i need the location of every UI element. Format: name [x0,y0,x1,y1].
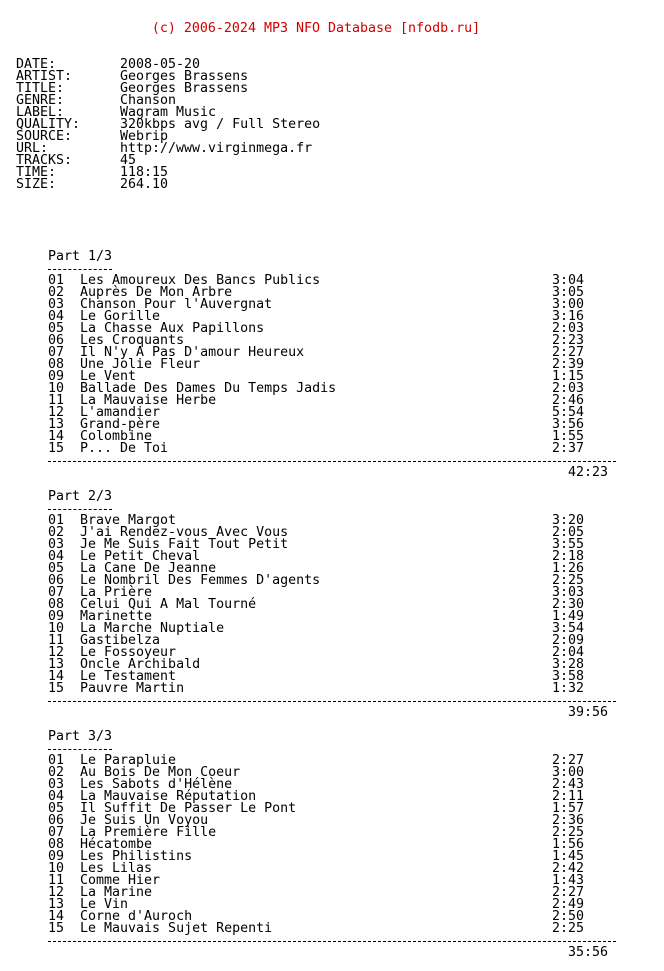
info-key: DATE: [16,57,57,72]
track-duration: 2:23 [551,333,584,348]
track-duration: 2:11 [551,789,584,804]
track-title: Brave Margot [80,513,177,528]
track-title: Une Jolie Fleur [80,357,201,372]
track-number: 09 [48,849,65,864]
tracklist [16,251,648,959]
track-duration: 2:18 [551,549,584,564]
track-number: 12 [48,645,65,660]
track-number: 08 [48,357,65,372]
track-number: 12 [48,885,65,900]
track-title: Le Petit Cheval [80,549,201,564]
track-number: 09 [48,369,65,384]
track-number: 10 [48,861,65,876]
part-title-underline [48,743,112,755]
track-duration: 2:46 [551,393,584,408]
track-title: Chanson Pour l'Auvergnat [80,297,273,312]
track-number: 05 [48,801,65,816]
info-key: LABEL: [16,105,65,120]
track-number: 02 [48,765,65,780]
track-title: Le Testament [80,669,177,684]
track-number: 10 [48,621,65,636]
part-total-time: 35:56 [567,945,608,960]
track-duration: 1:56 [551,837,584,852]
track-title: Le Vin [80,897,129,912]
info-value: Chanson [120,93,177,108]
track-number: 04 [48,309,65,324]
part-title [16,251,648,263]
track-title: Le Nombril Des Femmes D'agents [80,573,321,588]
track-number: 15 [48,921,65,936]
track-row [16,443,648,455]
track-number: 06 [48,573,65,588]
track-row [16,887,648,899]
track-duration: 1:32 [551,681,584,696]
info-row [16,59,648,71]
track-title: Grand-père [80,417,161,432]
track-duration: 2:04 [551,645,584,660]
track-duration: 3:05 [551,285,584,300]
part-title [16,491,648,503]
info-row [16,143,648,155]
track-duration: 2:25 [551,573,584,588]
track-title: Les Amoureux Des Bancs Publics [80,273,321,288]
track-number: 11 [48,633,65,648]
track-number: 01 [48,273,65,288]
track-duration: 2:37 [551,441,584,456]
track-duration: 3:54 [551,621,584,636]
track-title: La Mauvaise Réputation [80,789,257,804]
track-number: 14 [48,909,65,924]
track-number: 04 [48,549,65,564]
track-number: 08 [48,597,65,612]
track-duration: 1:45 [551,849,584,864]
info-value: 118:15 [120,165,169,180]
track-row [16,899,648,911]
track-number: 11 [48,393,65,408]
part-total-time: 42:23 [567,465,608,480]
track-number: 10 [48,381,65,396]
info-row [16,71,648,83]
track-row [16,875,648,887]
info-value: Georges Brassens [120,81,249,96]
track-duration: 2:43 [551,777,584,792]
info-value: Georges Brassens [120,69,249,84]
track-duration: 2:03 [551,321,584,336]
track-duration: 2:27 [551,753,584,768]
info-value: Wagram Music [120,105,217,120]
track-title: J'ai Rendez-vous Avec Vous [80,525,289,540]
track-duration: 3:04 [551,273,584,288]
track-duration: 3:20 [551,513,584,528]
track-number: 12 [48,405,65,420]
track-number: 06 [48,333,65,348]
track-duration: 2:49 [551,897,584,912]
track-number: 07 [48,345,65,360]
track-title: Gastibelza [80,633,161,648]
track-title: Le Mauvais Sujet Repenti [80,921,273,936]
track-number: 13 [48,657,65,672]
track-duration: 3:00 [551,765,584,780]
track-title: La Marche Nuptiale [80,621,225,636]
part-total-time: 39:56 [567,705,608,720]
info-value: http://www.virginmega.fr [120,141,313,156]
divider [48,455,616,467]
info-key: TRACKS: [16,153,73,168]
track-title: Le Fossoyeur [80,645,177,660]
track-number: 13 [48,897,65,912]
track-duration: 2:25 [551,921,584,936]
nfodb-header-link[interactable]: (c) 2006-2024 MP3 NFO Database [nfodb.ru] [151,21,481,36]
track-number: 07 [48,585,65,600]
release-info [16,59,648,191]
track-number: 01 [48,513,65,528]
track-title: Je Suis Un Voyou [80,813,209,828]
track-title: Hécatombe [80,837,153,852]
track-number: 13 [48,417,65,432]
track-title: La Marine [80,885,153,900]
track-row [16,683,648,695]
track-title: Les Lilas [80,861,153,876]
track-title: Pauvre Martin [80,681,185,696]
track-duration: 3:00 [551,297,584,312]
track-duration: 2:42 [551,861,584,876]
track-number: 11 [48,873,65,888]
track-row [16,923,648,935]
track-title: Ballade Des Dames Du Temps Jadis [80,381,337,396]
track-duration: 1:57 [551,801,584,816]
track-row [16,911,648,923]
info-row [16,95,648,107]
info-key: TITLE: [16,81,65,96]
track-title: Colombine [80,429,153,444]
track-number: 06 [48,813,65,828]
track-duration: 1:26 [551,561,584,576]
track-duration: 1:43 [551,873,584,888]
track-duration: 2:27 [551,885,584,900]
part-title-text: Part 1/3 [48,249,113,264]
info-key: SOURCE: [16,129,73,144]
track-number: 15 [48,681,65,696]
info-row [16,107,648,119]
info-value: Webrip [120,129,169,144]
track-number: 03 [48,777,65,792]
info-key: SIZE: [16,177,57,192]
track-title: La Première Fille [80,825,217,840]
track-title: Il N'y A Pas D'amour Heureux [80,345,305,360]
track-title: Je Me Suis Fait Tout Petit [80,537,289,552]
track-number: 14 [48,429,65,444]
track-number: 15 [48,441,65,456]
info-key: URL: [16,141,49,156]
track-duration: 2:25 [551,825,584,840]
track-number: 05 [48,321,65,336]
info-value: 45 [120,153,137,168]
track-title: L'amandier [80,405,161,420]
track-duration: 1:15 [551,369,584,384]
info-value: 264.10 [120,177,169,192]
track-duration: 2:09 [551,633,584,648]
info-key: GENRE: [16,93,65,108]
info-row [16,119,648,131]
info-value: 2008-05-20 [120,57,201,72]
track-title: La Cane De Jeanne [80,561,217,576]
track-duration: 1:49 [551,609,584,624]
track-title: Au Bois De Mon Coeur [80,765,241,780]
divider [48,695,616,707]
info-row [16,83,648,95]
track-title: La Chasse Aux Papillons [80,321,265,336]
track-title: P... De Toi [80,441,169,456]
track-title: La Prière [80,585,153,600]
spacer [16,215,648,227]
track-title: Corne d'Auroch [80,909,193,924]
track-number: 04 [48,789,65,804]
track-number: 07 [48,825,65,840]
track-title: Le Gorille [80,309,161,324]
track-duration: 2:30 [551,597,584,612]
track-number: 03 [48,297,65,312]
track-number: 14 [48,669,65,684]
track-title: Les Croquants [80,333,185,348]
track-duration: 3:28 [551,657,584,672]
track-duration: 5:54 [551,405,584,420]
info-key: QUALITY: [16,117,81,132]
track-duration: 2:39 [551,357,584,372]
track-title: Les Sabots d'Hélène [80,777,233,792]
track-title: Auprès De Mon Arbre [80,285,233,300]
track-title: Les Philistins [80,849,193,864]
track-duration: 3:55 [551,537,584,552]
info-row [16,179,648,191]
track-number: 01 [48,753,65,768]
info-row [16,155,648,167]
track-title: Le Parapluie [80,753,177,768]
info-key: ARTIST: [16,69,73,84]
part-title [16,731,648,743]
nfo-document [16,0,648,971]
track-duration: 2:03 [551,381,584,396]
info-row [16,167,648,179]
info-value: 320kbps avg / Full Stereo [120,117,321,132]
track-number: 08 [48,837,65,852]
info-row [16,131,648,143]
part-title-underline [48,263,112,275]
track-duration: 2:36 [551,813,584,828]
track-duration: 3:03 [551,585,584,600]
part-title-underline [48,503,112,515]
track-number: 03 [48,537,65,552]
track-duration: 2:27 [551,345,584,360]
track-title: Le Vent [80,369,137,384]
track-title: Marinette [80,609,153,624]
track-duration: 2:05 [551,525,584,540]
track-duration: 1:55 [551,429,584,444]
track-number: 02 [48,285,65,300]
track-number: 09 [48,609,65,624]
track-title: La Mauvaise Herbe [80,393,217,408]
track-number: 05 [48,561,65,576]
track-title: Oncle Archibald [80,657,201,672]
part-title-text: Part 2/3 [48,489,113,504]
track-duration: 2:50 [551,909,584,924]
track-duration: 3:16 [551,309,584,324]
track-title: Il Suffit De Passer Le Pont [80,801,297,816]
divider [48,935,616,947]
track-number: 02 [48,525,65,540]
info-key: TIME: [16,165,57,180]
track-duration: 3:58 [551,669,584,684]
track-title: Celui Qui A Mal Tourné [80,597,257,612]
part-title-text: Part 3/3 [48,729,113,744]
track-duration: 3:56 [551,417,584,432]
track-title: Comme Hier [80,873,161,888]
